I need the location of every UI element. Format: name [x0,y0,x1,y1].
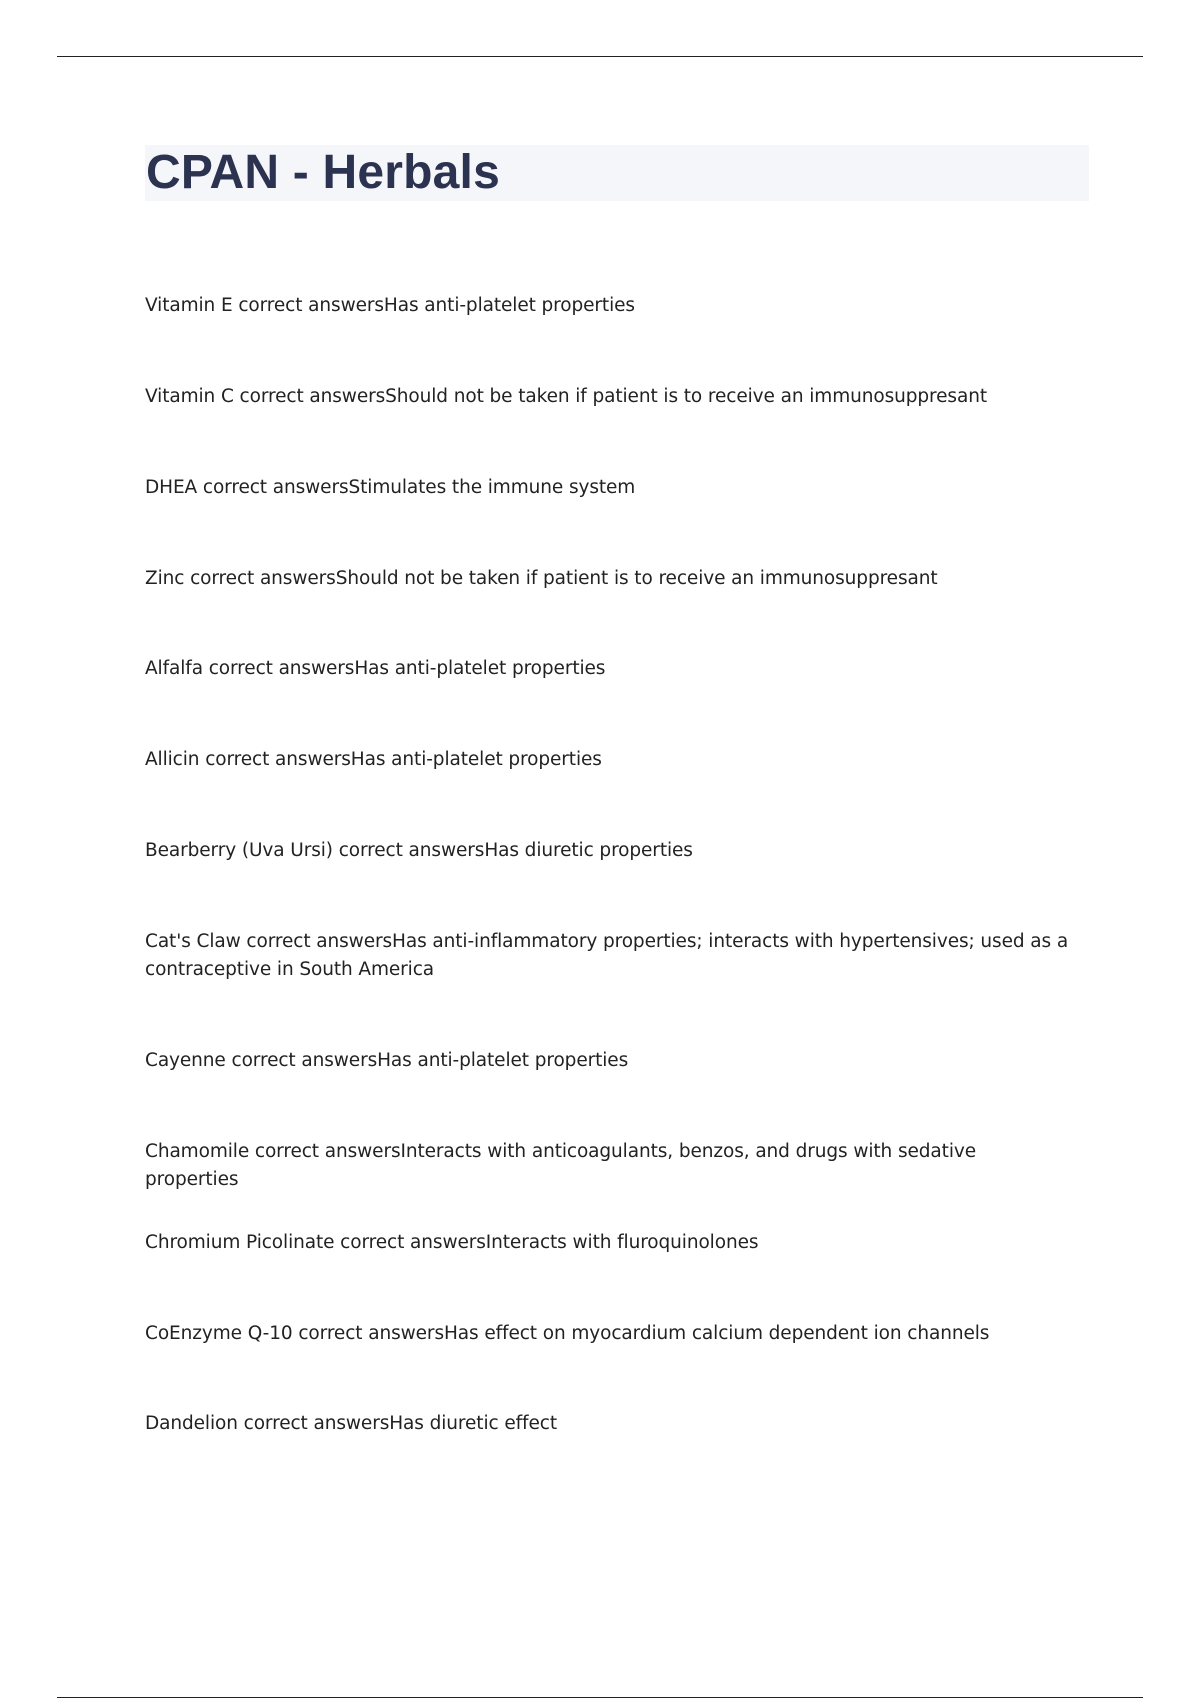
flashcard-entry: Zinc correct answersShould not be taken if patient is to receive an immunosuppresant [145,568,938,589]
flashcard-entry: Cat's Claw correct answersHas anti-inflammatory properties; interacts with hypertensives; used as a contraceptive in South America [145,931,1069,980]
flashcard-entry: Bearberry (Uva Ursi) correct answersHas diuretic properties [145,840,693,861]
flashcard-entry: Dandelion correct answersHas diuretic effect [145,1413,557,1434]
flashcard-entry: Chamomile correct answersInteracts with anticoagulants, benzos, and drugs with sedative properties [145,1141,976,1190]
flashcard-entry: Vitamin C correct answersShould not be taken if patient is to receive an immunosuppresant [145,386,987,407]
page-title: CPAN - Herbals [146,146,500,199]
flashcard-entry: Allicin correct answersHas anti-platelet properties [145,749,602,770]
flashcard-list [145,0,1090,1700]
flashcard-entry: CoEnzyme Q-10 correct answersHas effect on myocardium calcium dependent ion channels [145,1323,990,1344]
flashcard-entry: Chromium Picolinate correct answersInteracts with fluroquinolones [145,1232,759,1253]
flashcard-entry: Alfalfa correct answersHas anti-platelet properties [145,658,606,679]
flashcard-entry: Cayenne correct answersHas anti-platelet properties [145,1050,629,1071]
flashcard-entry: DHEA correct answersStimulates the immune system [145,477,636,498]
page-bottom-rule [57,1697,1143,1698]
flashcard-entry: Vitamin E correct answersHas anti-platelet properties [145,295,635,316]
